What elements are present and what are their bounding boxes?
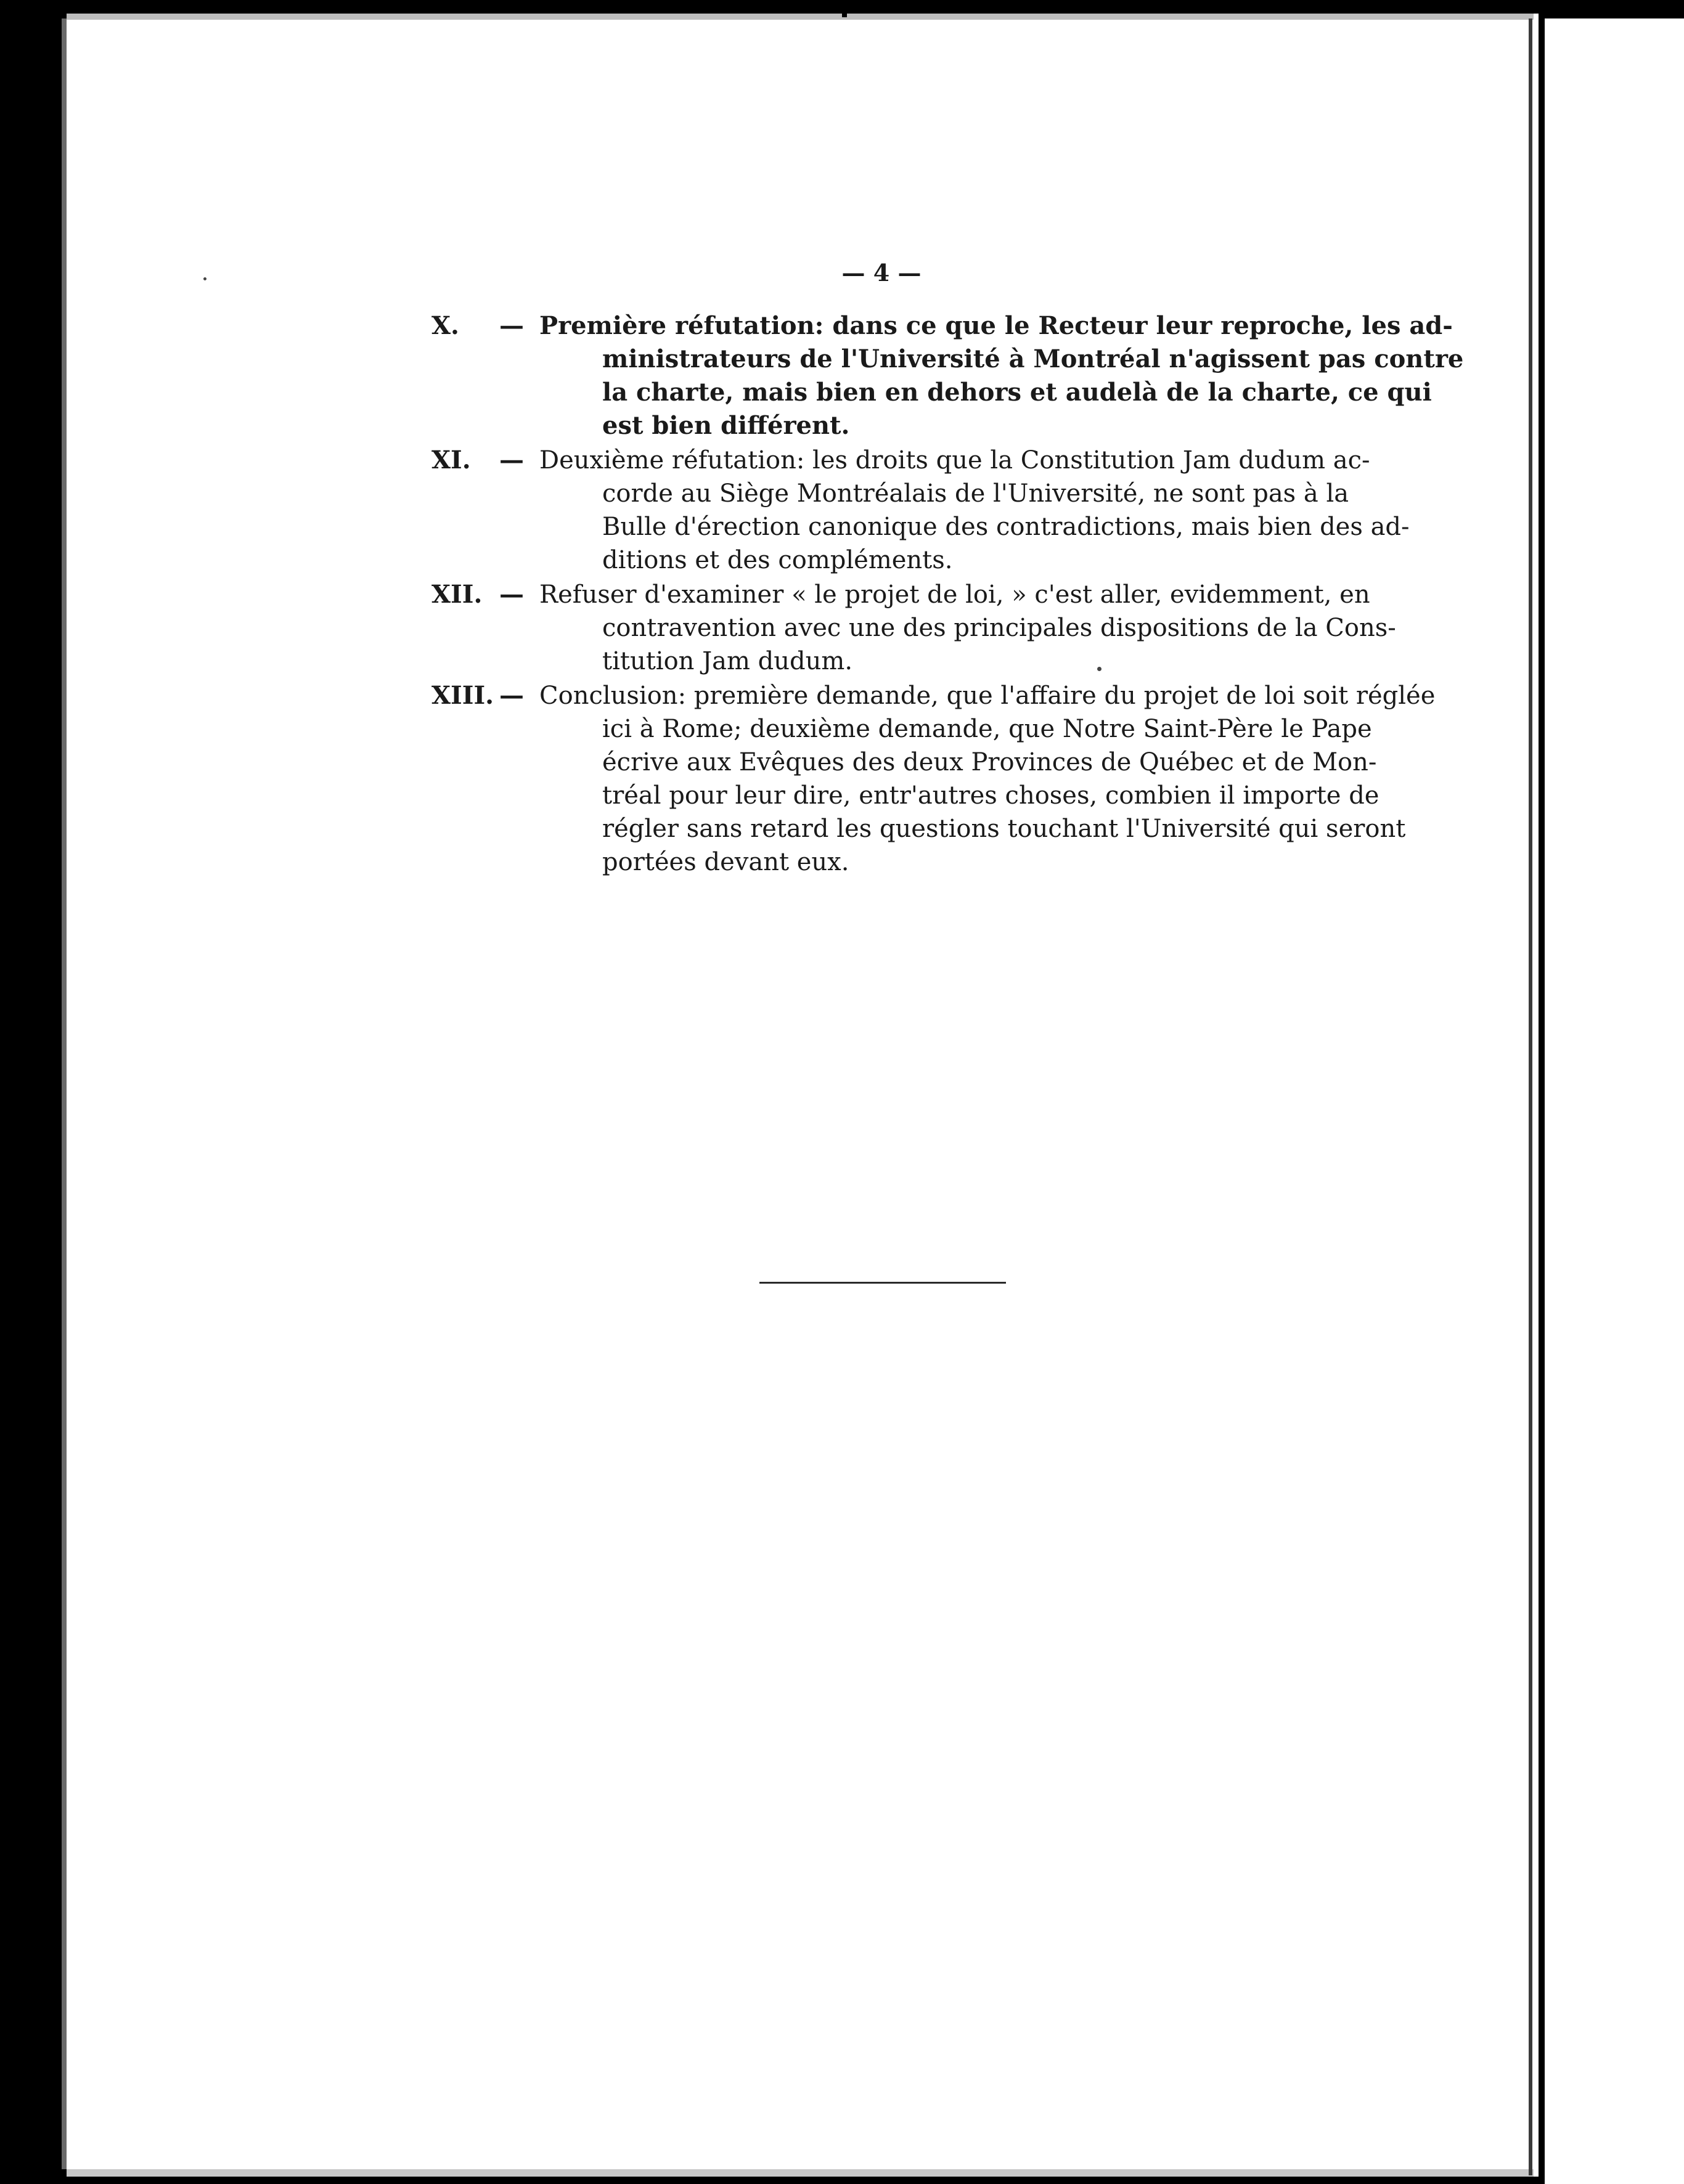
entry-line: Bulle d'érection canonique des contradictions, mais bien des ad- — [602, 513, 1410, 541]
page-number: — 4 — — [841, 259, 922, 287]
entry-line: corde au Siège Montréalais de l'Université, ne sont pas à la — [602, 479, 1349, 508]
page-bottom-edge — [67, 2169, 1534, 2177]
closing-rule — [759, 1282, 1006, 1284]
entry-dash: — — [499, 446, 524, 475]
entry-text — [539, 309, 1464, 442]
entry-text — [539, 578, 1396, 678]
entry-line: Conclusion: première demande, que l'affaire du projet de loi soit réglée — [539, 682, 1436, 710]
entry-dash: — — [499, 681, 524, 710]
entry-numeral: XII. — [431, 580, 483, 609]
entry-line: ministrateurs de l'Université à Montréal n'agissent pas contre — [602, 344, 1464, 373]
entry-line: écrive aux Evêques des deux Provinces de Québec et de Mon- — [602, 748, 1377, 776]
entry-x — [431, 309, 1464, 442]
entry-line: Refuser d'examiner « le projet de loi, » c'est aller, evidemment, en — [539, 581, 1370, 609]
adjacent-page-strip — [1545, 18, 1684, 2184]
entry-line: contravention avec une des principales dispositions de la Cons- — [602, 614, 1396, 642]
entry-line: ici à Rome; deuxième demande, que Notre Saint-Père le Pape — [602, 715, 1372, 743]
entry-text — [539, 444, 1410, 577]
entry-numeral: XI. — [431, 446, 471, 475]
entry-numeral: XIII. — [431, 681, 494, 710]
entry-line: titution Jam dudum. — [602, 647, 853, 675]
page-top-edge — [67, 14, 1534, 20]
entry-line: ditions et des compléments. — [602, 546, 953, 574]
entry-line: portées devant eux. — [602, 848, 849, 876]
scan-speck — [203, 277, 206, 280]
entry-dash: — — [499, 311, 524, 340]
entry-dash: — — [499, 580, 524, 609]
page-right-edge — [1529, 18, 1532, 2175]
entry-xi — [431, 444, 1410, 577]
entry-line: Deuxième réfutation: les droits que la Constitution Jam dudum ac- — [539, 446, 1370, 475]
entry-line: est bien différent. — [602, 411, 850, 440]
entry-xiii — [431, 679, 1436, 879]
scan-speck — [1097, 667, 1102, 671]
summary-entries — [431, 309, 1464, 880]
entry-line: la charte, mais bien en dehors et audelà de la charte, ce qui — [602, 378, 1432, 407]
entry-numeral: X. — [431, 311, 459, 340]
scan-artifact — [842, 0, 847, 17]
entry-line: tréal pour leur dire, entr'autres choses, combien il importe de — [602, 781, 1379, 810]
entry-line: régler sans retard les questions touchant l'Université qui seront — [602, 815, 1406, 843]
entry-text — [539, 679, 1436, 879]
entry-line: Première réfutation: dans ce que le Recteur leur reproche, les ad- — [539, 311, 1453, 340]
entry-xii — [431, 578, 1396, 678]
page-left-edge — [62, 18, 67, 2169]
